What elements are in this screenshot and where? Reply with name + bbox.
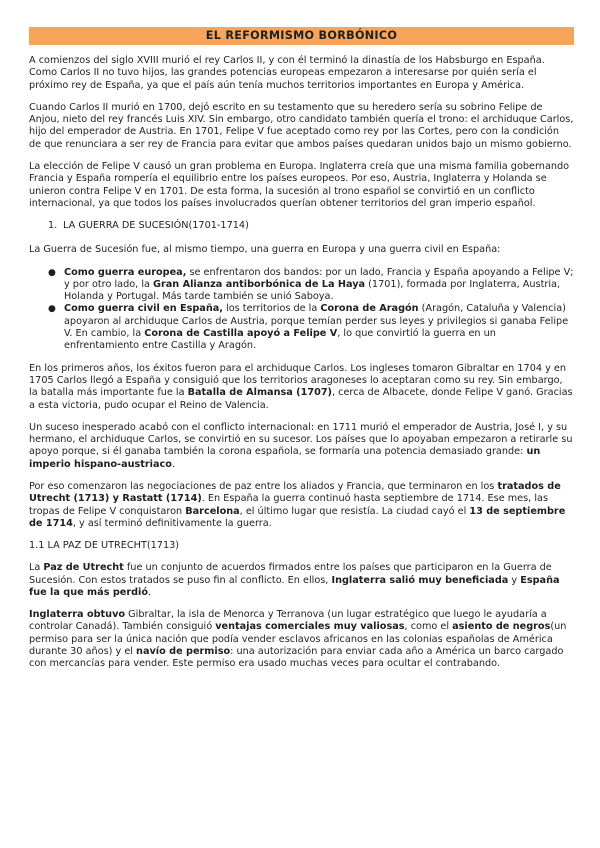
document-page <box>29 27 574 681</box>
text: , el último lugar que resistía. La ciudad cayó el <box>239 505 470 517</box>
text: . En España la guerra continuó hasta septiembre de 1714. Ese mes, las tropas de Felipe V conquistaron <box>29 493 549 517</box>
paragraph-unexpected-event <box>29 422 574 471</box>
bold-text: Inglaterra obtuvo <box>29 609 126 621</box>
bold-text: tratados de Utrecht (1713) y Rastatt (1714) <box>29 481 561 505</box>
text: los territorios de la <box>222 303 321 315</box>
document-title: EL REFORMISMO BORBÓNICO <box>29 27 574 45</box>
paragraph-utrecht <box>29 562 574 599</box>
bold-text: Como guerra europea, <box>64 266 187 278</box>
paragraph-intro: A comienzos del siglo XVIII murió el rey Carlos II, y con él terminó la dinastía de los Habsburgo en España. Como Carlos II no tuvo hijos, las grandes potencias europeas empezaron a interesarse por quién sería el próximo rey de España, ya que el país aún tenía muchos territorios importantes en Europa y América. <box>29 55 545 91</box>
text: Un suceso inesperado acabó con el conflicto internacional: en 1711 murió el emperador de Austria, José I, y su hermano, el archiduque Carlos, se convirtió en su sucesor. Los países que lo apoyaban empezaron a retirarle su apoyo porque, si él ganaba también la corona española, se formaría una potencia demasiado grande: <box>29 421 573 458</box>
bold-text: ventajas comerciales muy valiosas <box>215 621 405 633</box>
text: En los primeros años, los éxitos fueron para el archiduque Carlos. Los ingleses tomaron Gibraltar en 1704 y en 1705 Carlos llegó a España y consiguió que los territorios aragoneses lo aceptaran como su rey. Sin embargo, la batalla más importante fue la <box>29 362 567 399</box>
bold-text: 13 de septiembre de 1714 <box>29 505 566 529</box>
bold-text: un imperio hispano-austriaco <box>29 446 541 470</box>
bold-text: Paz de Utrecht <box>43 562 124 574</box>
text: , cerca de Albacete, donde Felipe V ganó. Gracias a esta victoria, pudo ocupar el Reino de Valencia. <box>29 387 573 411</box>
bold-text: navío de permiso <box>136 645 231 657</box>
paragraph-england-gains <box>29 609 574 670</box>
text: se enfrentaron dos bandos: por un lado, Francia y España apoyando a Felipe V; y por otro lado, la <box>64 266 574 290</box>
bold-text: Corona de Castilla apoyó a Felipe V <box>144 328 338 340</box>
paragraph-war-intro: La Guerra de Sucesión fue, al mismo tiempo, una guerra en Europa y una guerra civil en España: <box>29 244 501 256</box>
bold-text: Batalla de Almansa (1707) <box>187 387 332 399</box>
text: y <box>508 574 521 586</box>
bold-text: España fue la que más perdió <box>29 574 560 598</box>
bold-text: Corona de Aragón <box>320 303 419 315</box>
text: (Aragón, Cataluña y Valencia) apoyaron al archiduque Carlos de Austria, porque temían perder sus leyes y privilegios si ganaba Felipe V. En cambio, la <box>64 303 569 340</box>
section-heading-war <box>48 220 574 232</box>
bold-text: Inglaterra salió muy beneficiada <box>331 574 509 586</box>
text: : una autorización para enviar cada año a América un barco cargado con mercancías para vender. Este permiso era usado muchas veces para ocultar el contrabando. <box>29 645 564 670</box>
text: Por eso comenzaron las negociaciones de paz entre los aliados y Francia, que terminaron en los <box>29 481 498 493</box>
section-label: LA GUERRA DE SUCESIÓN(1701-1714) <box>63 220 249 232</box>
text: La <box>29 562 44 574</box>
bold-text: Como guerra civil en España, <box>64 303 223 315</box>
list-item <box>29 303 574 352</box>
section-heading-utrecht: 1.1 LA PAZ DE UTRECHT(1713) <box>29 540 180 552</box>
text: (1701), formada por Inglaterra, Austria, Holanda y Portugal. Más tarde también se unió Saboya. <box>64 278 561 303</box>
paragraph-peace-negotiations <box>29 481 574 530</box>
text: . <box>171 458 176 470</box>
text: , como el <box>404 621 453 633</box>
list-item <box>29 267 574 304</box>
text: , y así terminó definitivamente la guerra. <box>72 517 272 529</box>
section-number: 1. <box>48 220 58 232</box>
text: (un permiso para ser la única nación que podía vender esclavos africanos en las colonias españolas de América durante 30 años) y el <box>29 621 567 657</box>
bullet-icon: ● <box>48 304 56 315</box>
text: Gibraltar, la isla de Menorca y Terranova (un lugar estratégico que luego le ayudaría a controlar Canadá). También consiguió <box>29 609 547 633</box>
paragraph-succession: Cuando Carlos II murió en 1700, dejó escrito en su testamento que su heredero sería su sobrino Felipe de Anjou, nieto del rey francés Luis XIV. Sin embargo, otro candidato también quería el trono: el archiduque Carlos, hijo del emperador de Austria. En 1701, Felipe V fue aceptado como rey por las Cortes, pero con la condición de que renunciara a ser rey de Francia para evitar que ambos países quedaran unidos bajo un mismo gobierno. <box>29 101 574 150</box>
war-bullet-list <box>29 267 574 353</box>
paragraph-almansa <box>29 363 574 412</box>
bold-text: Gran Alianza antiborbónica de La Haya <box>153 278 366 290</box>
bullet-icon: ● <box>48 267 56 278</box>
text: fue un conjunto de acuerdos firmados entre los países que participaron en la Guerra de Sucesión. Con estos tratados se puso fin al conflicto. En ellos, <box>29 562 552 586</box>
bold-text: Barcelona <box>185 505 240 517</box>
text: . <box>148 586 152 598</box>
bold-text: asiento de negros <box>452 621 551 633</box>
paragraph-european-problem: La elección de Felipe V causó un gran problema en Europa. Inglaterra creía que una misma familia gobernando Francia y España rompería el equilibrio entre los países europeos. Por eso, Austria, Inglaterra y Holanda se unieron contra Felipe V en 1701. De esta forma, la sucesión al trono español se convirtió en un conflicto internacional, ya que todos los países involucrados querían obtener territorios del gran imperio español. <box>29 161 570 209</box>
text: , lo que convirtió la guerra en un enfrentamiento entre Castilla y Aragón. <box>64 328 496 352</box>
